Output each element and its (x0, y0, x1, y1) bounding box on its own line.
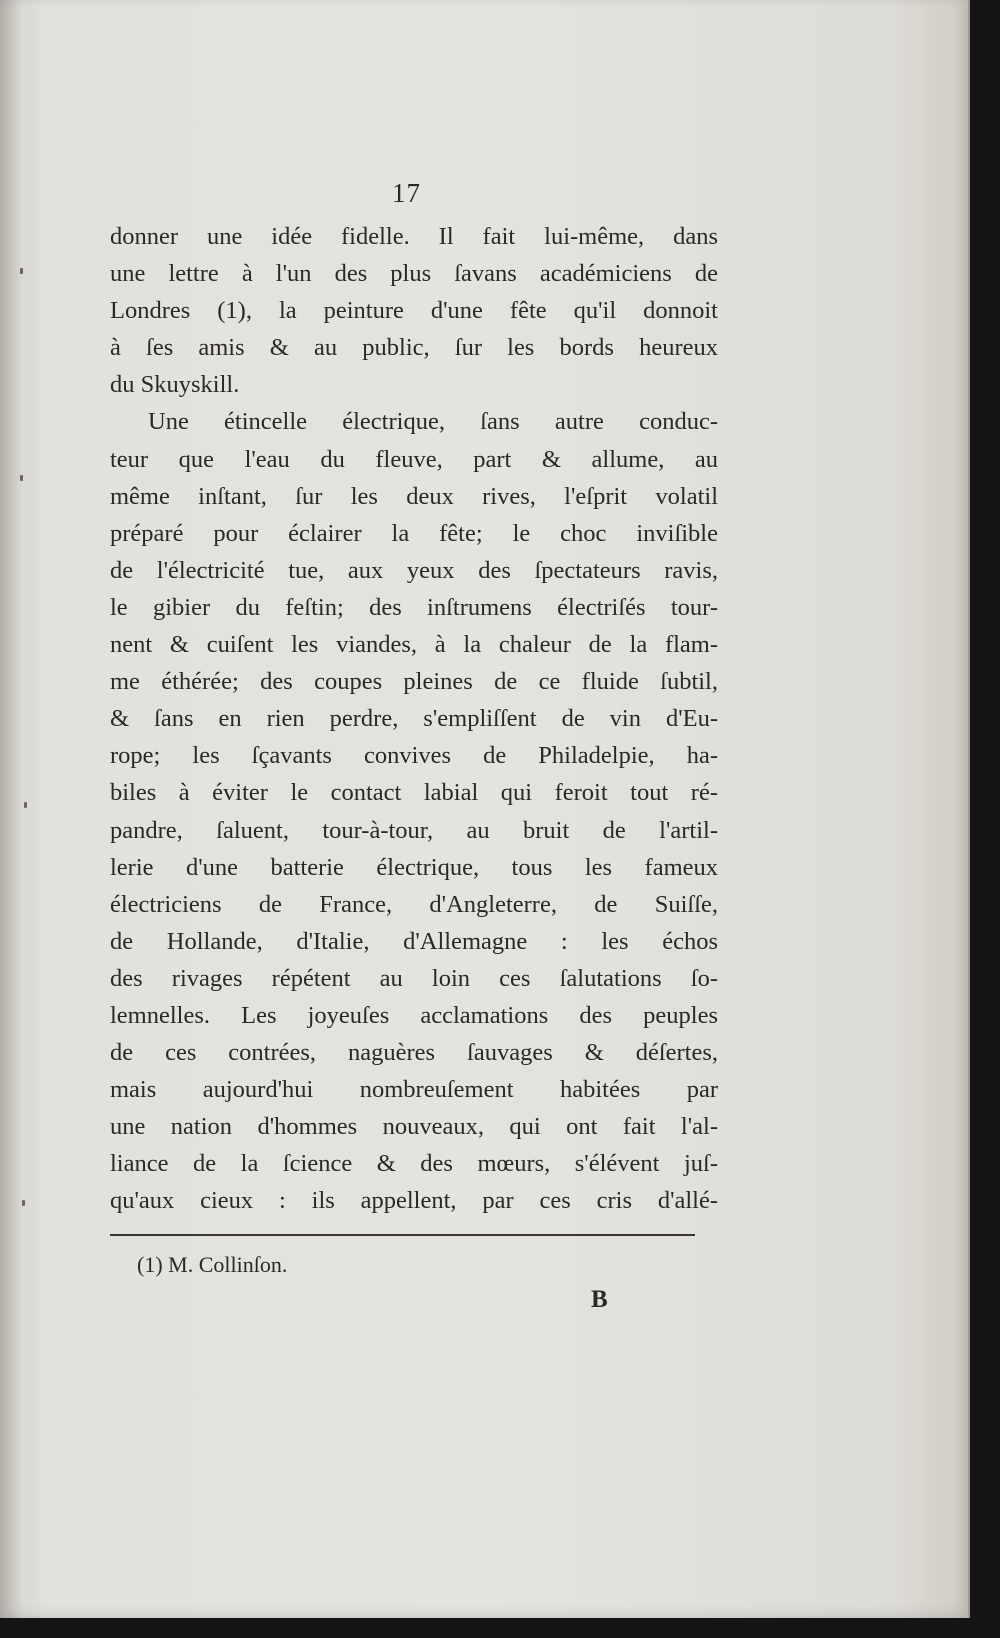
text-line: biles à éviter le contact labial qui feroit tout ré- (110, 779, 718, 807)
page-gutter-shadow (0, 0, 22, 1618)
margin-speck (22, 1200, 25, 1206)
text-line: Une étincelle électrique, ſans autre conduc- (148, 408, 718, 436)
margin-speck (20, 475, 23, 481)
page-number: 17 (392, 178, 421, 208)
text-line: mais aujourd'hui nombreuſement habitées par (110, 1076, 718, 1104)
text-line: une nation d'hommes nouveaux, qui ont fait l'al- (110, 1113, 718, 1141)
text-line: teur que l'eau du fleuve, part & allume, au (110, 445, 718, 473)
footnote: (1) M. Collinſon. (137, 1252, 288, 1277)
text-line: lerie d'une batterie électrique, tous les fameux (110, 853, 718, 881)
text-line: de ces contrées, naguères ſauvages & déſertes, (110, 1039, 718, 1067)
body-text (110, 218, 718, 1220)
text-line: me éthérée; des coupes pleines de ce fluide ſubtil, (110, 668, 718, 696)
text-line: à ſes amis & au public, ſur les bords heureux (110, 334, 718, 362)
text-line: lemnelles. Les joyeuſes acclamations des peuples (110, 1001, 718, 1029)
text-line: liance de la ſcience & des mœurs, s'élévent juſ- (110, 1150, 718, 1178)
text-line: de Hollande, d'Italie, d'Allemagne : les échos (110, 927, 718, 955)
text-line: des rivages répétent au loin ces ſalutations ſo- (110, 964, 718, 992)
margin-speck (20, 268, 23, 274)
text-line: même inſtant, ſur les deux rives, l'eſprit volatil (110, 482, 718, 510)
text-line: préparé pour éclairer la fête; le choc inviſible (110, 519, 718, 547)
signature-mark: B (591, 1286, 608, 1313)
text-line: une lettre à l'un des plus ſavans académiciens de (110, 260, 718, 288)
text-line: électriciens de France, d'Angleterre, de Suiſſe, (110, 890, 718, 918)
margin-speck (24, 802, 27, 808)
text-line: qu'aux cieux : ils appellent, par ces cris d'allé- (110, 1187, 718, 1215)
text-line: Londres (1), la peinture d'une fête qu'il donnoit (110, 297, 718, 325)
footnote-rule (110, 1234, 695, 1236)
text-line: donner une idée fidelle. Il fait lui-même, dans (110, 223, 718, 250)
text-line: & ſans en rien perdre, s'empliſſent de vin d'Eu- (110, 705, 718, 733)
text-line: de l'électricité tue, aux yeux des ſpectateurs ravis, (110, 556, 718, 584)
text-line: pandre, ſaluent, tour-à-tour, au bruit de l'artil- (110, 816, 718, 844)
text-line: rope; les ſçavants convives de Philadelpie, ha- (110, 742, 718, 770)
text-line: du Skuyskill. (110, 371, 240, 399)
text-line: le gibier du feſtin; des inſtrumens électriſés tour- (110, 593, 718, 621)
text-line: nent & cuiſent les viandes, à la chaleur de la flam- (110, 631, 718, 659)
